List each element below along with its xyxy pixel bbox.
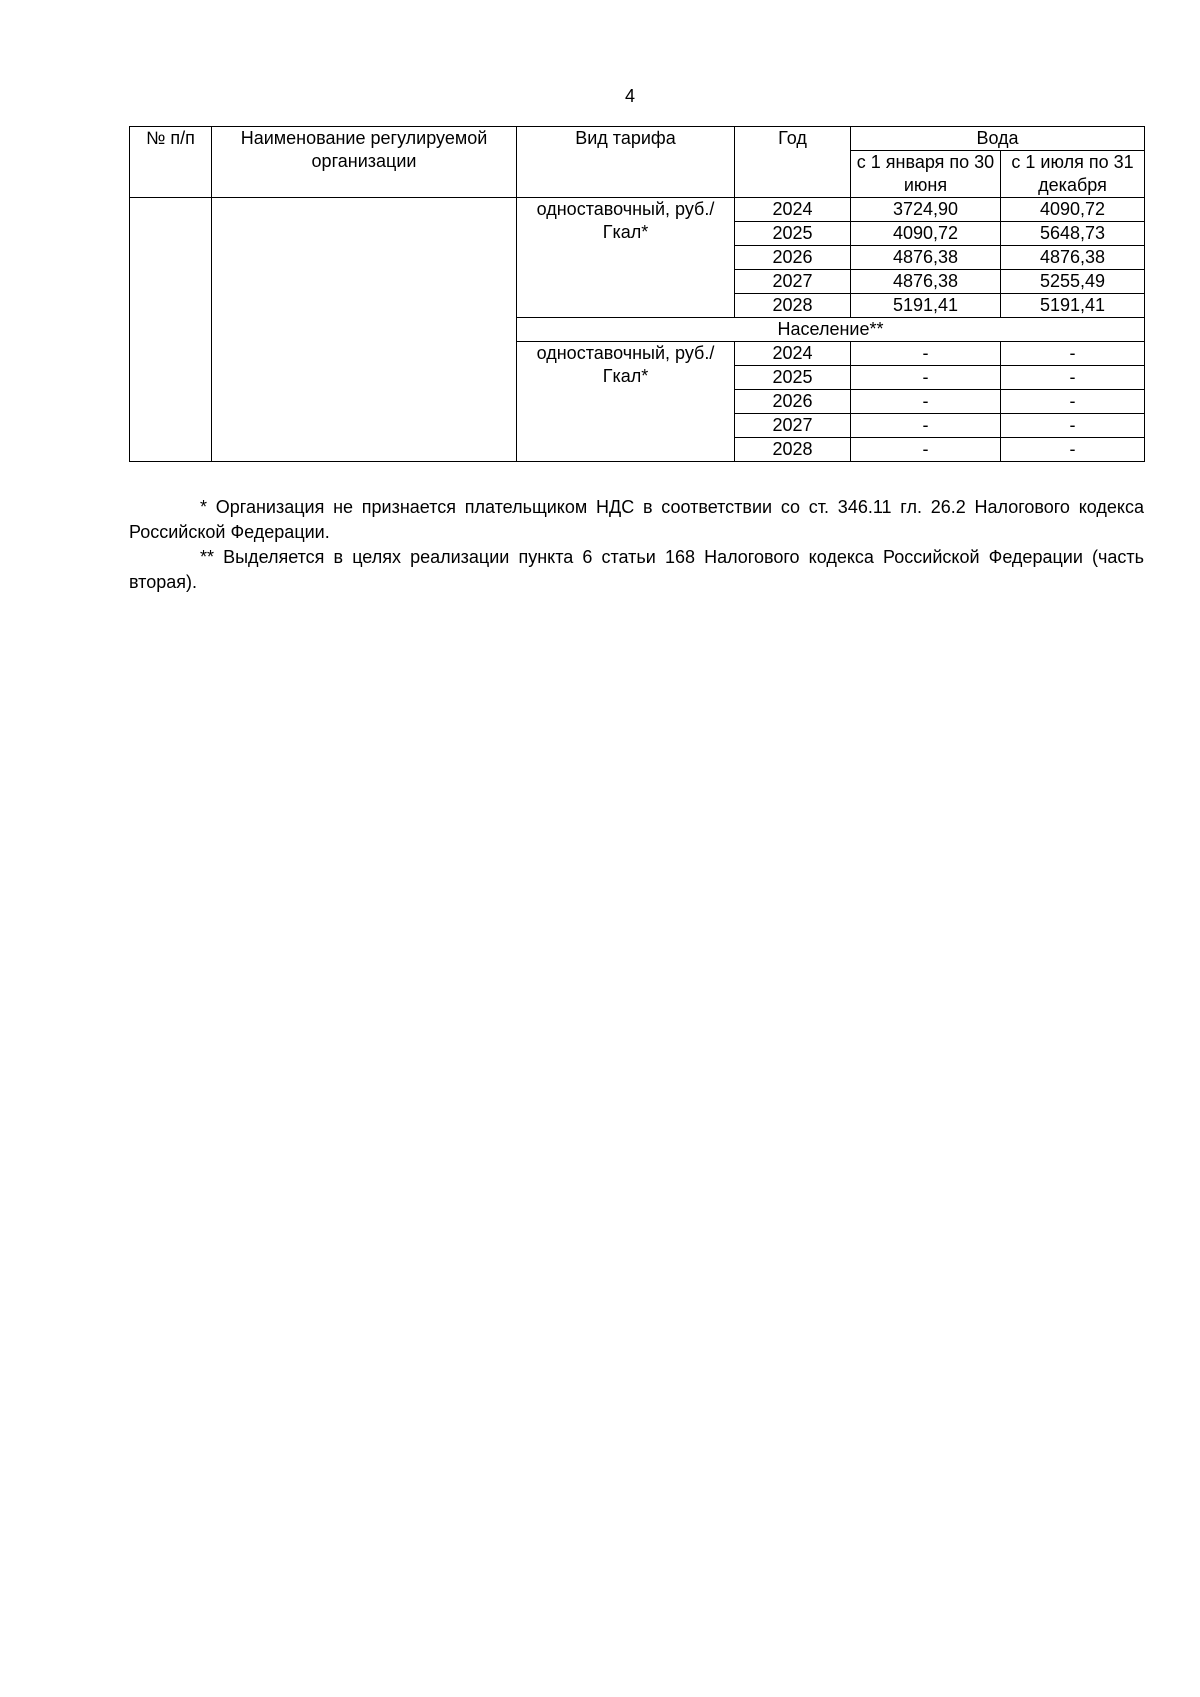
tariff-table [129, 126, 1145, 462]
value-cell: 4090,72 [851, 222, 1001, 246]
value-cell: 3724,90 [851, 198, 1001, 222]
year-cell: 2026 [735, 246, 851, 270]
year-cell: 2024 [735, 342, 851, 366]
header-tariff-type: Вид тарифа [517, 127, 735, 198]
value-cell: - [851, 414, 1001, 438]
value-cell: - [1001, 414, 1145, 438]
value-cell: - [851, 438, 1001, 462]
value-cell: - [851, 366, 1001, 390]
value-cell: - [851, 390, 1001, 414]
value-cell: 4876,38 [851, 270, 1001, 294]
year-cell: 2028 [735, 294, 851, 318]
header-period-1: с 1 января по 30 июня [851, 151, 1001, 198]
year-cell: 2025 [735, 222, 851, 246]
header-num: № п/п [130, 127, 212, 198]
org-cell [212, 198, 517, 462]
value-cell: - [1001, 342, 1145, 366]
tariff-type-cell: одноставочный, руб./Гкал* [517, 342, 735, 462]
header-org: Наименование регулируемой организации [212, 127, 517, 198]
tariff-type-cell: одноставочный, руб./Гкал* [517, 198, 735, 318]
page-number: 4 [624, 86, 635, 106]
value-cell: - [851, 342, 1001, 366]
value-cell: 4090,72 [1001, 198, 1145, 222]
footnotes [129, 495, 1144, 595]
value-cell: 5191,41 [851, 294, 1001, 318]
year-cell: 2027 [735, 414, 851, 438]
value-cell: - [1001, 366, 1145, 390]
num-cell [130, 198, 212, 462]
population-label: Население** [517, 318, 1145, 342]
header-water: Вода [851, 127, 1145, 151]
header-period-2: с 1 июля по 31 декабря [1001, 151, 1145, 198]
footnote-vat: * Организация не признается плательщиком НДС в соответствии со ст. 346.11 гл. 26.2 Налогового кодекса Российской Федерации. [129, 497, 1144, 542]
table-row [130, 198, 1145, 222]
year-cell: 2024 [735, 198, 851, 222]
value-cell: 5648,73 [1001, 222, 1145, 246]
value-cell: 4876,38 [1001, 246, 1145, 270]
header-year: Год [735, 127, 851, 198]
value-cell: - [1001, 438, 1145, 462]
footnote-population: ** Выделяется в целях реализации пункта 6 статьи 168 Налогового кодекса Российской Федерации (часть вторая). [129, 547, 1144, 592]
header-row-1 [130, 127, 1145, 151]
value-cell: 5191,41 [1001, 294, 1145, 318]
value-cell: 4876,38 [851, 246, 1001, 270]
value-cell: - [1001, 390, 1145, 414]
value-cell: 5255,49 [1001, 270, 1145, 294]
year-cell: 2028 [735, 438, 851, 462]
year-cell: 2026 [735, 390, 851, 414]
year-cell: 2025 [735, 366, 851, 390]
year-cell: 2027 [735, 270, 851, 294]
